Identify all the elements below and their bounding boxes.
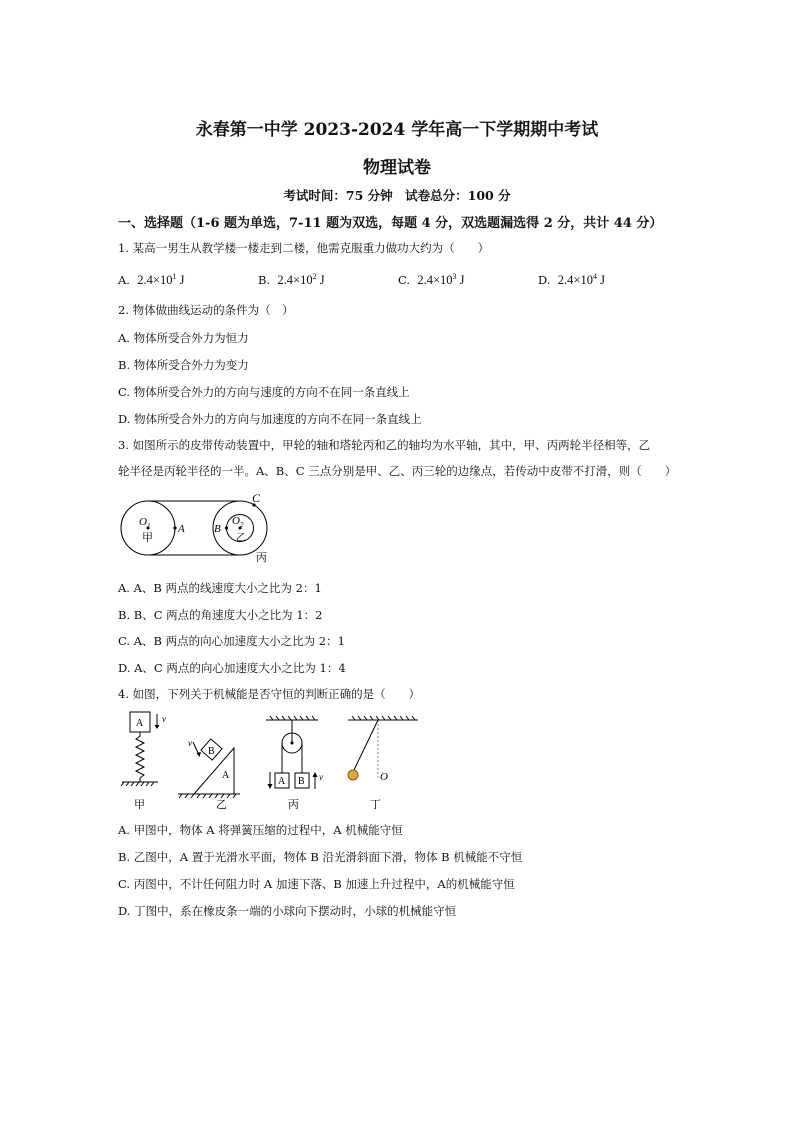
q3-stem-line2: 轮半径是丙轮半径的一半。A、B、C 三点分别是甲、乙、丙三轮的边缘点，若传动中皮带不打滑，则（ ） (118, 464, 677, 478)
panel-yi (178, 738, 240, 811)
q1-option-c-letter: C. (398, 273, 411, 288)
svg-text:甲: 甲 (134, 799, 145, 811)
q1-option-a-exp: 1 (172, 272, 177, 281)
q3-option-d[interactable]: D. A、C 两点的向心加速度大小之比为 1：4 (118, 661, 346, 675)
label-o1: $O_1$ (139, 516, 151, 530)
panel-jia (121, 712, 166, 811)
exam-info: 考试时间：75 分钟 试卷总分：100 分 (283, 188, 511, 203)
q1-option-c-unit: J (459, 273, 465, 288)
q1-option-b[interactable] (258, 272, 325, 288)
exam-title: 永春第一中学 2023-2024 学年高一下学期期中考试 (195, 120, 599, 140)
label-jia: 甲 (142, 532, 153, 544)
q1-option-c[interactable] (398, 272, 465, 288)
panel-bing (266, 716, 323, 811)
q1-option-d[interactable] (538, 272, 605, 288)
q2-stem: 2. 物体做曲线运动的条件为（ ） (118, 303, 294, 317)
q1-option-a-unit: J (179, 273, 185, 288)
q3-belt-pulley-figure (118, 490, 278, 565)
q2-option-c[interactable]: C. 物体所受合外力的方向与速度的方向不在同一条直线上 (118, 385, 410, 399)
label-o2: $O_2$ (232, 515, 244, 529)
q4-mechanical-energy-figure (118, 708, 438, 813)
label-a: A (178, 523, 185, 535)
q1-option-d-exp: 4 (592, 272, 597, 281)
q1-stem: 1. 某高一男生从教学楼一楼走到二楼，他需克服重力做功大约为（ ） (118, 241, 490, 255)
svg-text:丁: 丁 (370, 799, 381, 811)
q1-option-c-base: 2.4×10 (417, 273, 453, 288)
q1-option-b-exp: 2 (312, 272, 317, 281)
svg-text:B: B (298, 776, 305, 787)
q4-option-d[interactable]: D. 丁图中，系在橡皮条一端的小球向下摆动时，小球的机械能守恒 (118, 904, 457, 918)
q4-option-a[interactable]: A. 甲图中，物体 A 将弹簧压缩的过程中，A 机械能守恒 (118, 823, 403, 837)
section-title: 一、选择题（1-6 题为单选，7-11 题为双选，每题 4 分，双选题漏选得 2 分，共计 44 分） (118, 216, 663, 231)
svg-text:O: O (380, 771, 388, 783)
label-c: C (252, 491, 261, 505)
q1-option-a[interactable] (118, 272, 184, 288)
q1-option-a-base: 2.4×10 (137, 273, 173, 288)
q1-option-d-unit: J (600, 273, 605, 288)
svg-text:A: A (278, 776, 286, 787)
q1-option-b-base: 2.4×10 (277, 273, 313, 288)
svg-text:v: v (319, 772, 323, 782)
svg-text:A: A (222, 770, 230, 781)
exam-subtitle: 物理试卷 (363, 158, 431, 178)
svg-text:丙: 丙 (288, 799, 299, 811)
point-a (173, 526, 176, 529)
label-b: B (214, 523, 221, 535)
label-yi: 乙 (236, 533, 246, 544)
q3-option-a[interactable]: A. A、B 两点的线速度大小之比为 2：1 (118, 581, 322, 595)
q1-option-a-letter: A. (118, 273, 130, 288)
q1-option-d-letter: D. (538, 273, 551, 288)
q3-option-c[interactable]: C. A、B 两点的向心加速度大小之比为 2：1 (118, 634, 345, 648)
q1-option-b-letter: B. (258, 273, 271, 288)
panel-ding (348, 716, 418, 811)
label-bing: 丙 (256, 552, 267, 564)
point-b (225, 526, 228, 529)
q3-stem-line1: 3. 如图所示的皮带传动装置中，甲轮的轴和塔轮丙和乙的轴均为水平轴，其中，甲、丙两轮半径相等，乙 (118, 438, 651, 452)
q4-option-b[interactable]: B. 乙图中，A 置于光滑水平面，物体 B 沿光滑斜面下滑，物体 B 机械能不守恒 (118, 850, 523, 864)
svg-text:v: v (162, 714, 166, 724)
q2-option-b[interactable]: B. 物体所受合外力为变力 (118, 358, 249, 372)
q2-option-a[interactable]: A. 物体所受合外力为恒力 (118, 331, 249, 345)
q2-option-d[interactable]: D. 物体所受合外力的方向与加速度的方向不在同一条直线上 (118, 412, 422, 426)
q1-option-b-unit: J (319, 273, 325, 288)
svg-text:B: B (208, 746, 215, 757)
q4-stem: 4. 如图，下列关于机械能是否守恒的判断正确的是（ ） (118, 687, 421, 701)
q1-option-c-exp: 3 (452, 272, 457, 281)
svg-text:v: v (188, 738, 192, 748)
svg-text:A: A (136, 718, 144, 729)
svg-text:乙: 乙 (216, 799, 227, 811)
q3-option-b[interactable]: B. B、C 两点的角速度大小之比为 1：2 (118, 608, 323, 622)
q1-option-d-base: 2.4×10 (557, 273, 593, 288)
q4-option-c[interactable]: C. 丙图中，不计任何阻力时 A 加速下落、B 加速上升过程中，A的机械能守恒 (118, 877, 515, 891)
